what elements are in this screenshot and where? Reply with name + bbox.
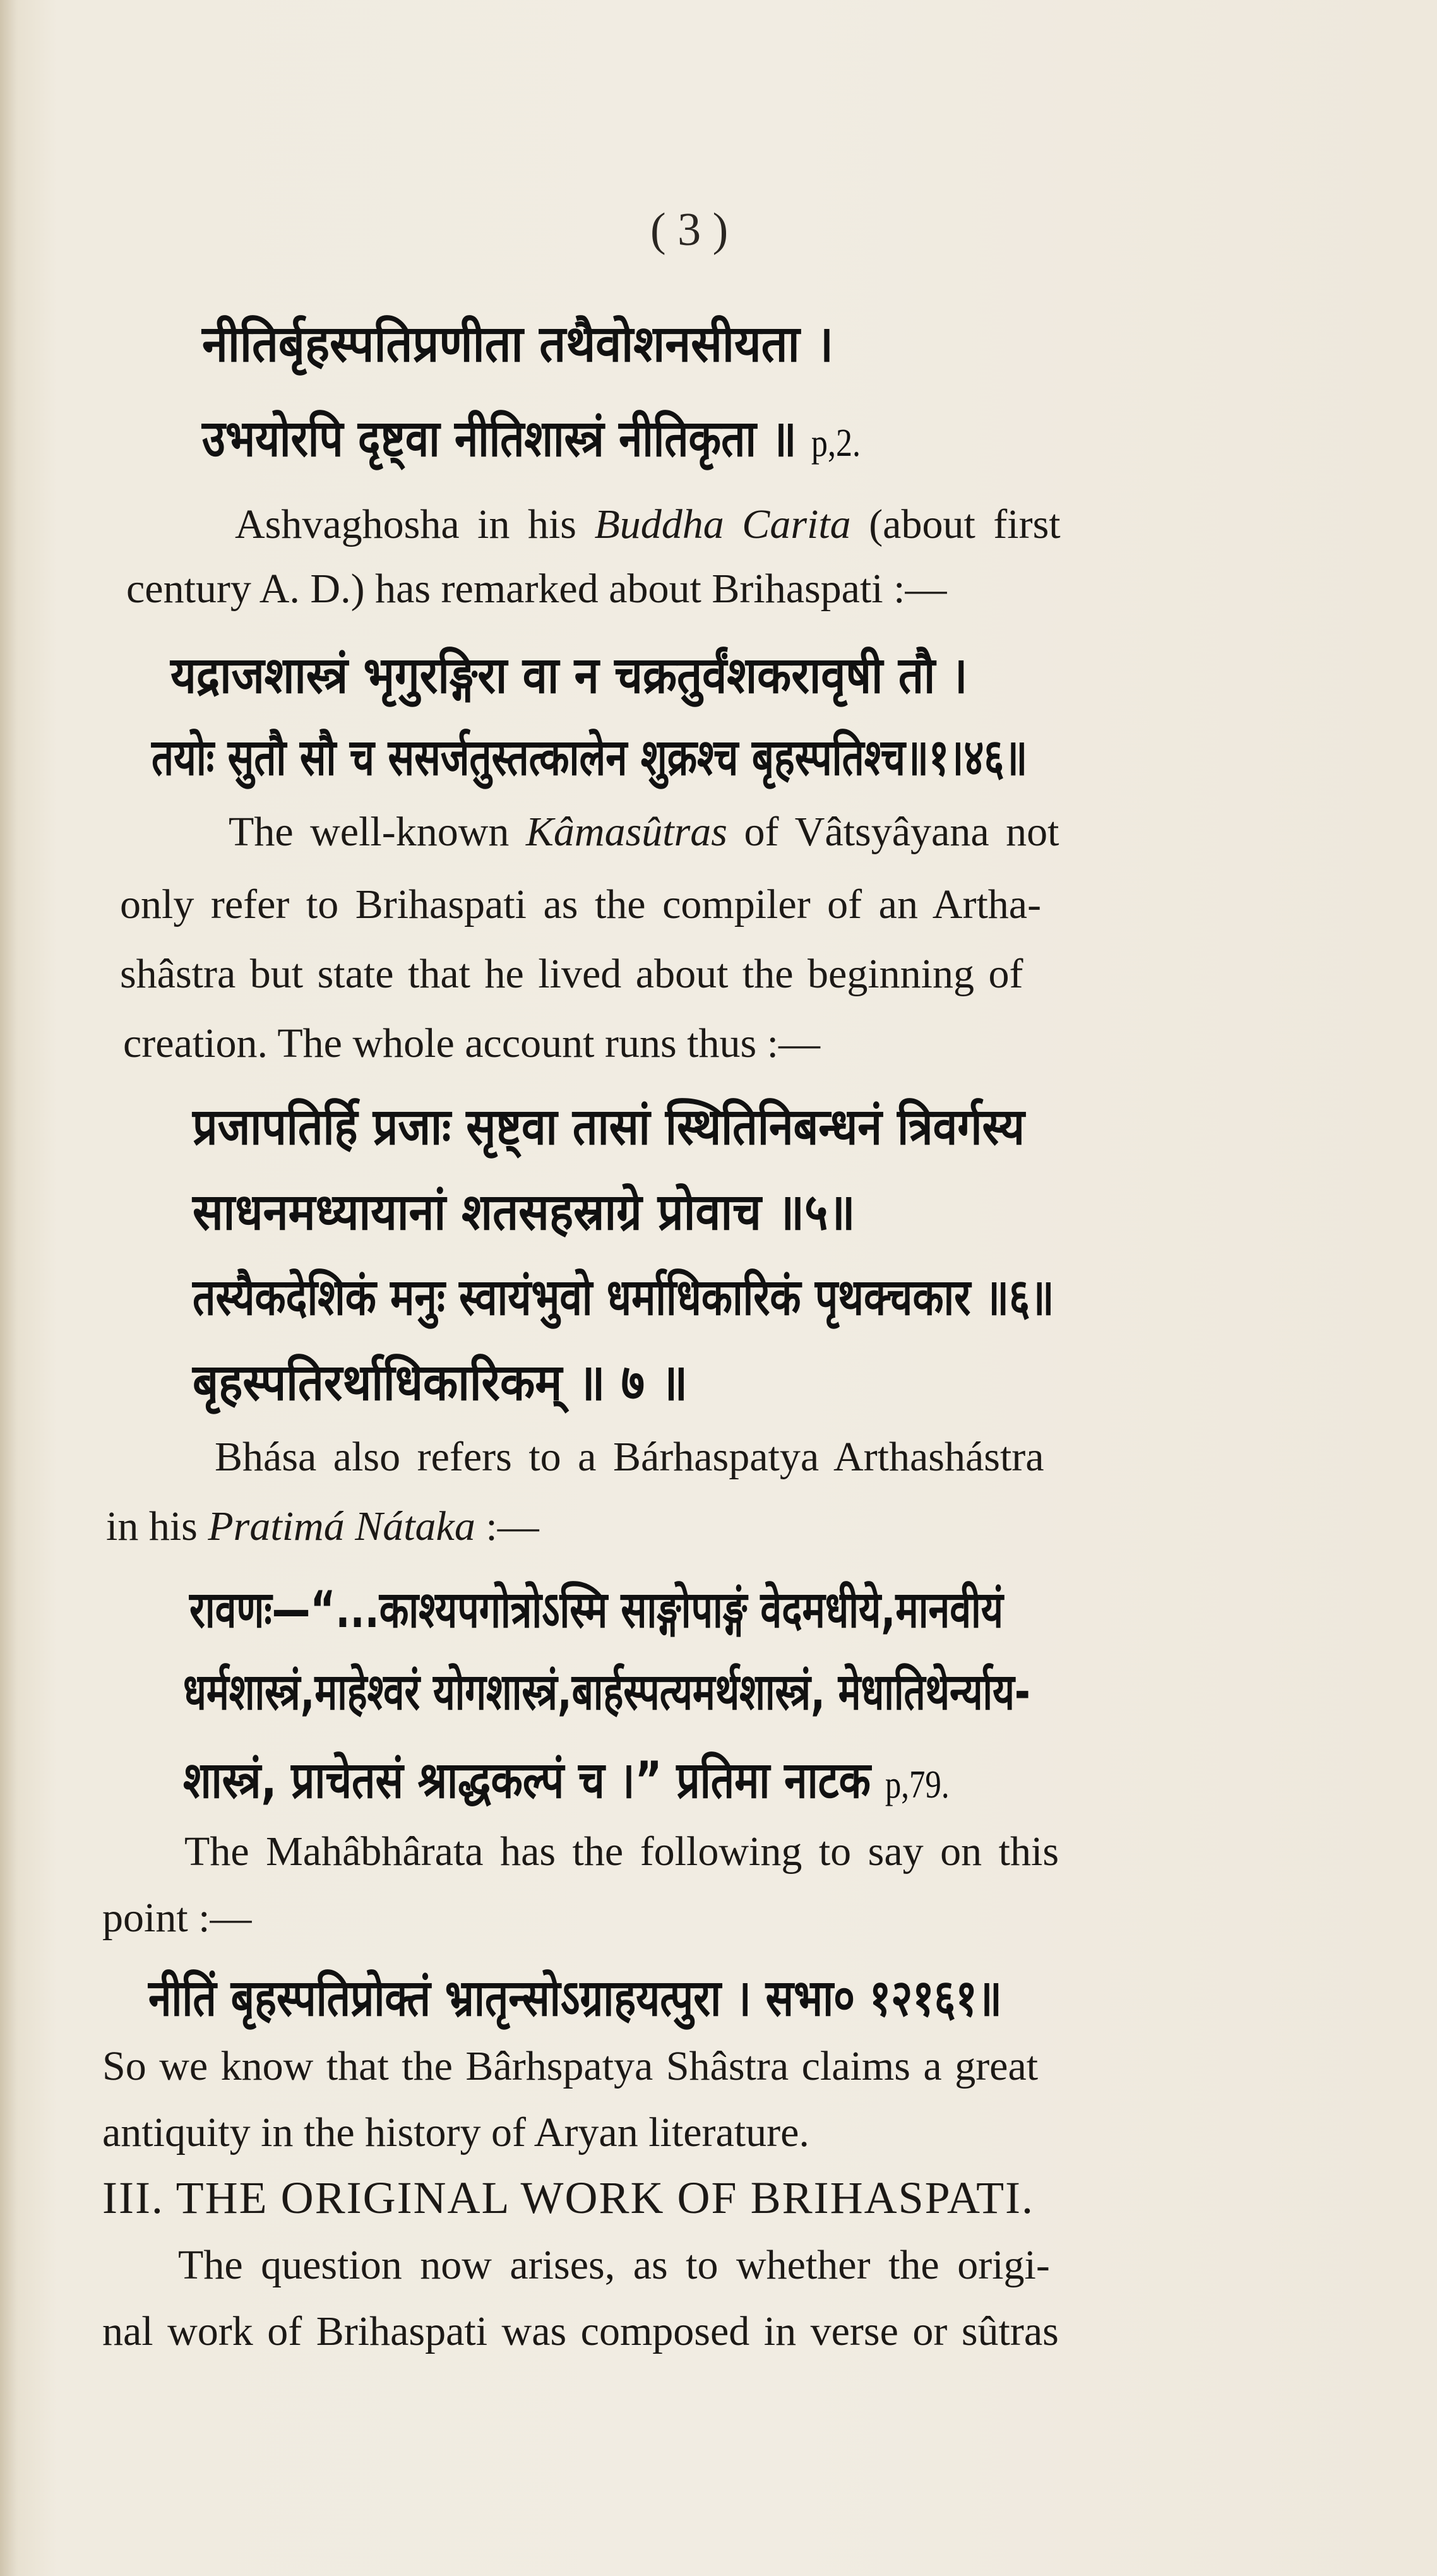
verse4-line3 xyxy=(183,1751,950,1810)
verse1-ref: p,2. xyxy=(811,422,861,465)
para1-text-a: Ashvaghosha in his xyxy=(235,501,595,547)
section-heading: III. THE ORIGINAL WORK OF BRIHASPATI. xyxy=(102,2173,1035,2223)
para2-text-a: The well-known xyxy=(229,809,526,855)
verse4-ref: p,79. xyxy=(885,1763,950,1806)
page-number: ( 3 ) xyxy=(650,204,729,256)
para1-line2: century A. D.) has remarked about Brihaspati :— xyxy=(126,566,947,612)
para2-text-b: of Vâtsyâyana not xyxy=(727,809,1059,855)
verse3-line3: तस्यैकदेशिकं मनुः स्वायंभुवो धर्माधिकारिकं पृथक्चकार ॥६॥ xyxy=(193,1268,1054,1327)
verse3-line1: प्रजापतिर्हि प्रजाः सृष्ट्वा तासां स्थितिनिबन्धनं त्रिवर्गस्य xyxy=(193,1097,1025,1156)
verse3-line2: साधनमध्यायानां शतसहस्राग्रे प्रोवाच ॥५॥ xyxy=(193,1183,856,1241)
para1-text-b: (about first xyxy=(850,501,1061,547)
verse4-line2: धर्मशास्त्रं,माहेश्वरं योगशास्त्रं,बार्हस्पत्यमर्थशास्त्रं, मेधातिथेर्न्याय- xyxy=(183,1662,1030,1721)
verse3-line4: बृहस्पतिरर्थाधिकारिकम् ॥ ७ ॥ xyxy=(193,1353,688,1412)
para6-line2: nal work of Brihaspati was composed in verse or sûtras xyxy=(102,2308,1059,2354)
verse1-line2 xyxy=(202,409,861,468)
para2-line3: shâstra but state that he lived about the beginning of xyxy=(120,951,1023,997)
verse5-line1: नीतिं बृहस्पतिप्रोक्तं भ्रातृन्सोऽग्राहयत्पुरा । सभा० १२१६१॥ xyxy=(148,1969,1002,2027)
para6-line1: The question now arises, as to whether the origi- xyxy=(178,2242,1050,2288)
verse2-line2: तयोः सुतौ सौ च ससर्जतुस्तत्कालेन शुक्रश्च बृहस्पतिश्च॥१।४६॥ xyxy=(152,728,1028,787)
para4-line2: point :— xyxy=(102,1895,252,1941)
para4-line1: The Mahâbhârata has the following to say on this xyxy=(184,1828,1059,1875)
para2-line1 xyxy=(229,811,1059,853)
para5-line1: So we know that the Bârhspatya Shâstra claims a great xyxy=(102,2043,1039,2089)
buddha-carita-title: Buddha Carita xyxy=(594,501,851,547)
kamasutras-title: Kâmasûtras xyxy=(525,809,727,855)
page-spine-shadow xyxy=(0,0,16,2576)
verse1-line1: नीतिर्बृहस्पतिप्रणीता तथैवोशनसीयता । xyxy=(202,314,834,373)
verse1-line2-text: उभयोरपि दृष्ट्वा नीतिशास्त्रं नीतिकृता ॥ xyxy=(202,409,797,468)
para3-line1: Bhása also refers to a Bárhaspatya Arthashástra xyxy=(215,1434,1044,1480)
para3-text-b: :— xyxy=(475,1503,539,1549)
verse4-line1: रावणः—“...काश्यपगोत्रोऽस्मि साङ्गोपाङ्गं वेदमधीये,मानवीयं xyxy=(189,1580,1004,1639)
para1-line1 xyxy=(235,501,1061,547)
para3-line2 xyxy=(106,1503,539,1549)
verse4-line3-text: शास्त्रं, प्राचेतसं श्राद्धकल्पं च ।” प्रतिमा नाटक xyxy=(183,1751,885,1810)
para5-line2: antiquity in the history of Aryan literature. xyxy=(102,2109,809,2156)
para2-line2: only refer to Brihaspati as the compiler of an Artha- xyxy=(120,881,1042,927)
verse2-line1: यद्राजशास्त्रं भृगुरङ्गिरा वा न चक्रतुर्वंशकरावृषी तौ । xyxy=(170,646,968,705)
para2-line4: creation. The whole account runs thus :— xyxy=(123,1020,820,1066)
para3-text-a: in his xyxy=(106,1503,208,1549)
pratima-nataka-title: Pratimá Nátaka xyxy=(208,1503,475,1549)
